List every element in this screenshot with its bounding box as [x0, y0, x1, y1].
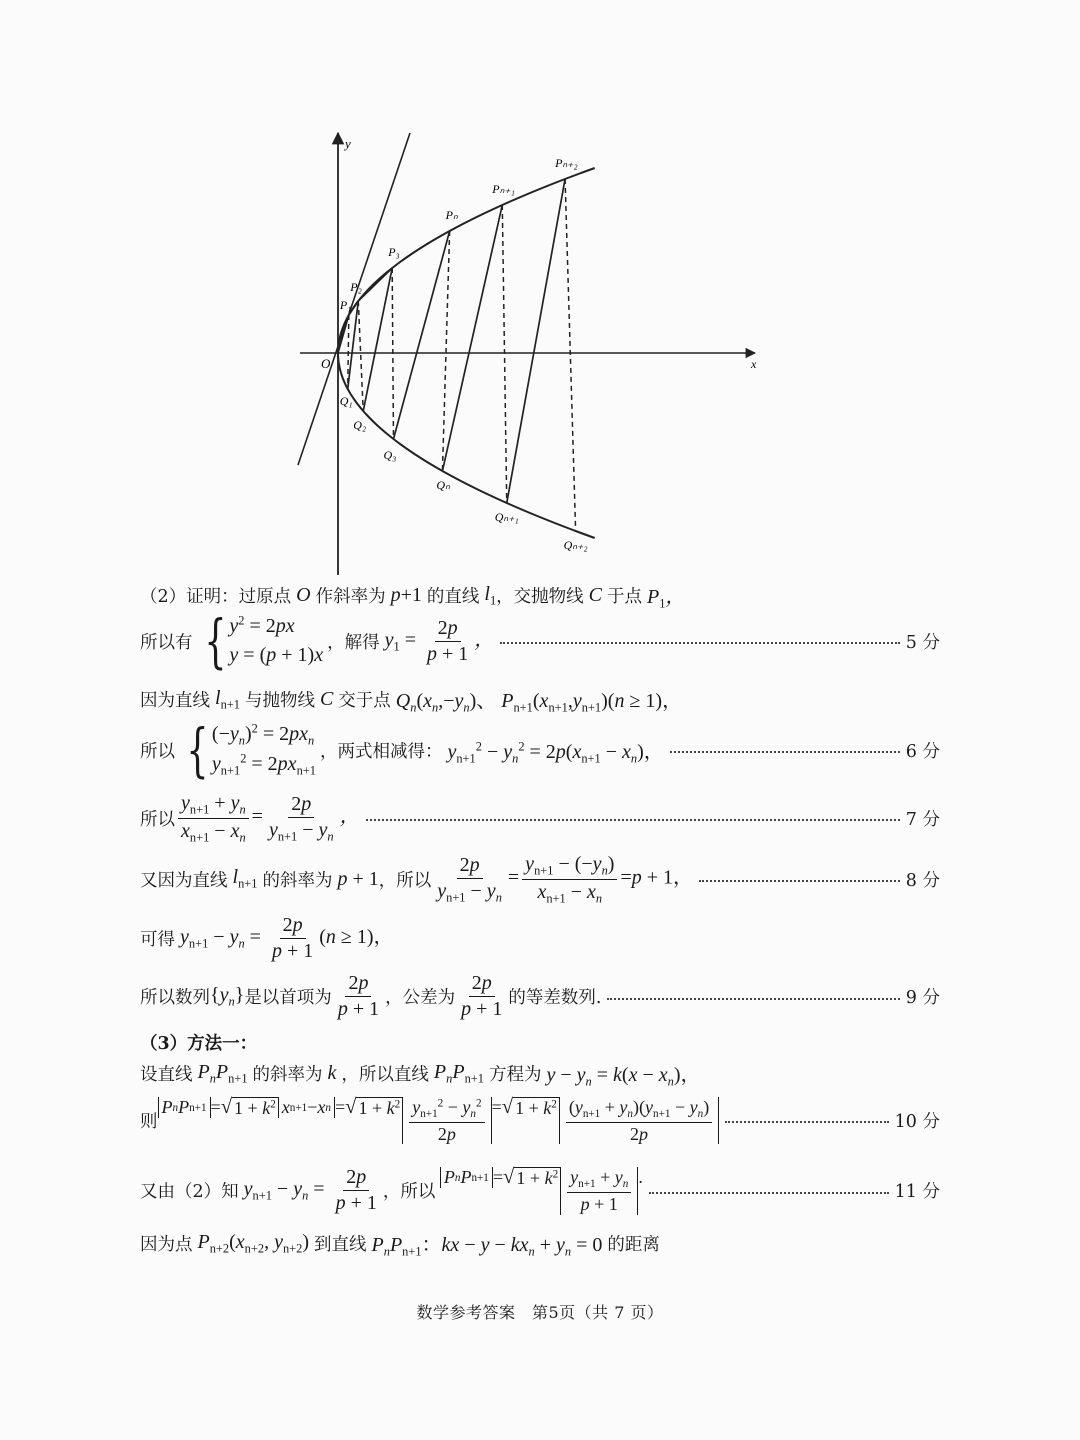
line7-c: ，公差为 [385, 988, 456, 1008]
math-points: $Q_n(x_n,-y_n)$、 $P_{n+1}(x_{n+1},y_{n+1})(n \ge 1)$， [390, 690, 683, 715]
part3-line1 [140, 1058, 701, 1089]
intro-c: 的直线 [426, 587, 480, 608]
p3-line1-a: 设直线 [140, 1065, 193, 1086]
line7-d: 的等差数列. [508, 988, 602, 1008]
line3-prefix: 所以 [140, 741, 175, 762]
line1-prefix: 所以有 [140, 632, 193, 653]
line3-mid: ，两式相减得： [319, 741, 443, 762]
chord-q-to-p [442, 205, 502, 471]
score-7: 7 分 [905, 809, 940, 830]
x-axis-label: x [751, 357, 757, 371]
system-1: { $y^2 = 2px$ y = (p + 1)x [203, 607, 324, 675]
parabola-figure [290, 125, 770, 585]
math-C: C [583, 584, 607, 607]
p3-line1-c: ，所以直线 [341, 1065, 429, 1086]
line5-b: 的斜率为 [262, 870, 333, 891]
line6-prefix: 可得 [140, 930, 175, 950]
dashed-vertical [442, 231, 449, 471]
y-axis-label: y [345, 136, 351, 151]
intro-e: 于点 [606, 587, 642, 608]
part2-line6 [140, 914, 394, 963]
page-footer: 数学参考答案 第5页（共 7 页） [416, 1303, 664, 1322]
p3-line4-b: 到直线 [314, 1235, 367, 1256]
point-label-q: Qₙ₊₂ [563, 538, 588, 552]
math-ln1b: $l_{n+1}$ [227, 866, 258, 891]
score-9: 9 分 [905, 988, 940, 1008]
chord-q-to-p [393, 231, 449, 439]
math-line-general: $P_nP_{n+1}$：kx − $y - kx_n + y_n = 0$ [366, 1234, 603, 1259]
part3-line3 [140, 1166, 940, 1215]
chord-group [338, 179, 565, 503]
point-label-p: Pₙ [445, 208, 458, 222]
math-subtract: $y_{n+1}^2 - y_n^2 = 2p(x_{n+1} - x_n)$， [442, 739, 664, 765]
part3-line4 [140, 1228, 660, 1259]
dots-5 [500, 642, 900, 644]
part2-line4 [140, 792, 940, 844]
point-label-q: Q₂ [353, 418, 367, 432]
math-ln1: $l_{n+1}$ [210, 687, 240, 712]
system-2: { $(-y_n)^2 = 2px_n$ $y_{n+1}^2 = 2px_{n+1}$ [186, 716, 316, 785]
line1-mid: ，解得 [327, 632, 380, 653]
point-label-p: P₃ [388, 245, 400, 259]
math-Pn2: $P_{n+2}(x_{n+2}$, $y_{n+2}$) [192, 1231, 310, 1256]
p3-line4-a: 因为点 [140, 1235, 193, 1256]
part3-line2 [140, 1096, 940, 1144]
math-ratio: $\frac{y_{n+1} + y_n}{x_{n+1} - x_n}$ = $\frac{2p}{y_{n+1} - y_n}$ ， [175, 792, 360, 844]
p3-line1-d: 方程为 [488, 1065, 542, 1086]
p3-line3-b: ，所以 [382, 1182, 436, 1202]
part2-line3 [140, 716, 940, 785]
intro-b: 作斜率为 [315, 587, 386, 608]
math-length2: P n P n+1 = √ $1 + k^2$ $\frac{y_{n+1} + y_n}{p + 1}$ . [435, 1166, 642, 1214]
dots-7 [366, 819, 900, 821]
math-first-term: $\frac{2p}{p + 1}$ [337, 972, 380, 1020]
dots-8 [699, 880, 900, 882]
math-PnPn1b: $P_nP_{n+1}$ [428, 1061, 484, 1086]
score-8: 8 分 [905, 870, 940, 891]
line2-a: 因为直线 [140, 691, 210, 712]
math-p1b: p + 1 [332, 867, 379, 890]
math-common-diff: $\frac{2p}{p + 1}$ [461, 972, 503, 1020]
math-l1: $l_1$ [479, 583, 497, 608]
math-PnPn1: $P_nP_{n+1}$ [192, 1061, 248, 1086]
dots-6 [670, 751, 900, 753]
dots-11 [649, 1192, 889, 1194]
intro-d: ，交抛物线 [496, 587, 584, 608]
point-label-p: P₂ [350, 280, 362, 294]
line7-a: 所以数列 [140, 988, 210, 1008]
math-p-plus-1: p+1 [385, 584, 422, 607]
vertical-dashed-group [348, 179, 576, 531]
math-line-eq: $y - y_n = k(x - x_n)$， [541, 1064, 701, 1089]
point-label-q: Qₙ₊₁ [494, 510, 519, 524]
dots-9 [607, 998, 899, 1000]
p3-line1-b: 的斜率为 [252, 1065, 323, 1086]
point-label-p: Pₙ₊₂ [555, 156, 578, 170]
math-y1-solution: $y_1$ = $\frac{2p}{p + 1}$ ， [379, 616, 495, 665]
part2-line5 [140, 853, 940, 905]
intro-a: （2）证明：过原点 [140, 587, 292, 608]
p3-line4-c: 的距离 [607, 1235, 660, 1256]
math-C2: C [314, 688, 339, 711]
math-P1: $P_1$， [641, 586, 686, 611]
math-diff2: $y_{n+1} - y_n$ = $\frac{2p}{p + 1}$ [238, 1166, 377, 1214]
line2-c: 交于点 [338, 691, 391, 712]
part3-heading [140, 1030, 257, 1055]
math-k: k [322, 1062, 342, 1085]
origin-label: O [321, 356, 331, 371]
point-label-q: Qₙ [436, 478, 450, 492]
line5-c: ，所以 [378, 870, 432, 891]
dots-10 [725, 1121, 888, 1123]
dashed-vertical [358, 301, 363, 411]
score-6: 6 分 [905, 741, 940, 762]
chord-q-to-p [507, 179, 565, 503]
point-label-p: P₁ [339, 298, 352, 312]
line2-b: 与抛物线 [244, 691, 315, 712]
score-11: 11 分 [894, 1182, 940, 1202]
part2-line1 [140, 607, 940, 675]
point-label-q: Q₁ [339, 394, 353, 408]
point-label-p: Pₙ₊₁ [492, 182, 515, 196]
dashed-vertical [392, 268, 393, 439]
math-slope-eq: $\frac{2p}{y_{n+1} - y_n}$ = $\frac{y_{n+1} - (-y_n)}{x_{n+1} - x_n}$ =p + 1， [437, 853, 693, 905]
score-10: 10 分 [894, 1111, 940, 1132]
score-5: 5 分 [905, 632, 940, 653]
line7-b: 是以首项为 [244, 988, 332, 1008]
math-diff: $y_{n+1} - y_n$ = $\frac{2p}{p + 1}$ (n ≥ 1)， [175, 914, 394, 962]
math-seq: $\{y_n\}$ [210, 983, 245, 1009]
dashed-vertical [502, 205, 506, 503]
heading-text: （3）方法一： [140, 1034, 258, 1054]
math-O: O [291, 584, 316, 607]
p3-line3-a: 又由（2）知 [140, 1182, 239, 1202]
math-length: P n P n+1 = √ $1 + k^2$ x n+1 − x n = √ $1 + k^2$ $\frac{y_{n+1}^2 - y_n^2}{2p}$ = √ $1 + k^2$ $\frac{(y_{n+1} + y_n)(y_{n+1} - y_n)}{2p}$ [158, 1096, 720, 1144]
dashed-vertical [565, 179, 576, 531]
point-label-q: Q₃ [383, 448, 397, 462]
part2-line2 [140, 684, 682, 715]
part2-line7 [140, 972, 940, 1021]
p3-line2-prefix: 则 [140, 1111, 158, 1132]
line5-a: 又因为直线 [140, 870, 228, 891]
line4-prefix: 所以 [140, 809, 175, 830]
